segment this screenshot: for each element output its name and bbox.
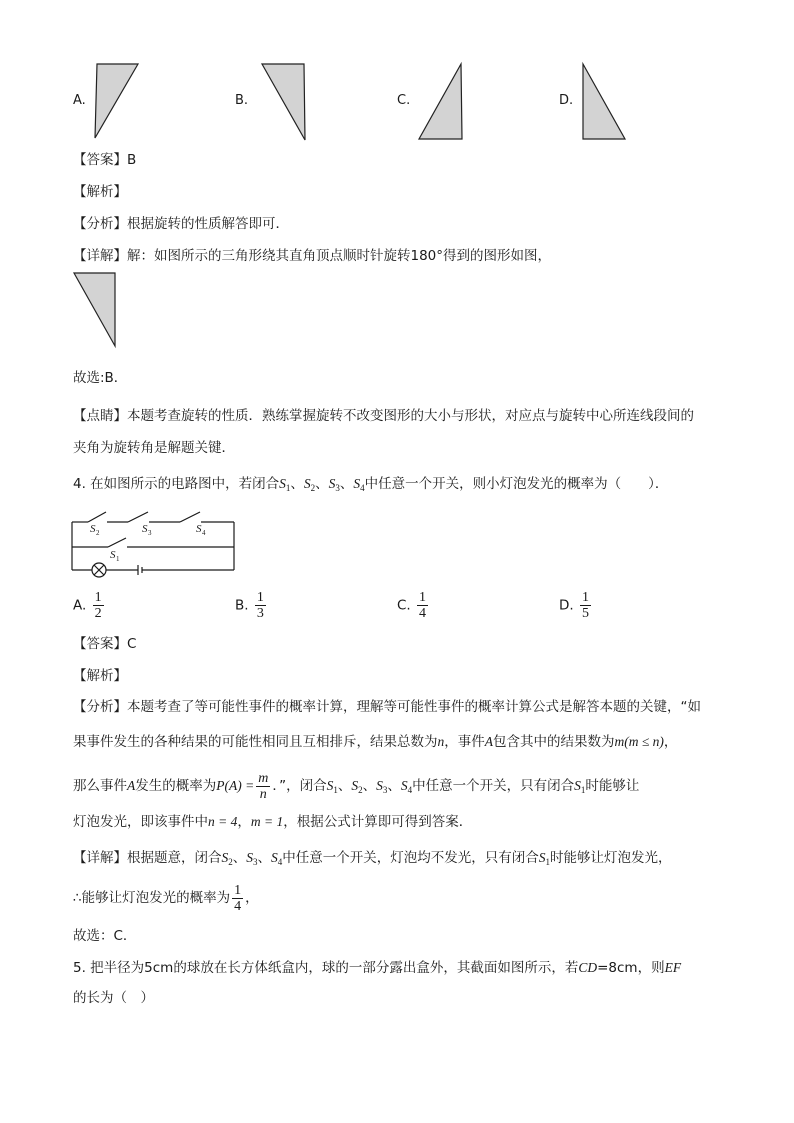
circuit-label-s2: S xyxy=(90,523,96,535)
q3-analysis-tag: 【解析】 xyxy=(73,184,127,200)
q3-choose: 故选:B． xyxy=(73,370,128,386)
fenxi-tag: 【分析】 xyxy=(73,216,127,232)
q3-option-a-triangle[interactable] xyxy=(94,62,140,140)
q3-detail xyxy=(73,246,551,266)
q4-fenxi-line1: 【分析】本题考查了等可能性事件的概率计算，理解等可能性事件的概率计算公式是解答本题的关键，“如 xyxy=(73,699,701,715)
q5-stem-line1: 5. 把半径为5cm的球放在长方体纸盒内，球的一部分露出盒外，其截面如图所示，若CD=8cm，则EF xyxy=(73,960,682,976)
q4-answer: 【答案】C xyxy=(73,636,137,652)
q4-analysis-tag: 【解析】 xyxy=(73,668,127,684)
q3-option-c-triangle[interactable] xyxy=(417,62,465,142)
q3-option-c-label[interactable]: C. xyxy=(397,93,411,108)
fenxi-text: 根据旋转的性质解答即可． xyxy=(127,216,289,232)
q3-option-d-triangle[interactable] xyxy=(580,62,628,142)
q4-option-c[interactable]: C. $\frac{1}{4}$ xyxy=(397,590,427,621)
q3-rotated-triangle-figure xyxy=(73,272,117,348)
q3-option-a-label[interactable]: A. xyxy=(73,93,86,108)
q3-comment-line2: 夹角为旋转角是解题关键． xyxy=(73,440,235,456)
svg-text:3: 3 xyxy=(148,529,152,537)
circuit-label-s4: S xyxy=(196,523,202,535)
q3-comment-line1 xyxy=(73,406,694,426)
q4-fenxi-line3: 那么事件A发生的概率为P(A) = $\frac{m}{n}$ ．”，闭合$S_1$、$S_2$、$S_3$、$S_4$中任意一个开关，只有闭合$S_1$时能够让 xyxy=(73,770,640,802)
comment-text: 本题考查旋转的性质．熟练掌握旋转不改变图形的大小与形状，对应点与旋转中心所连线段间的 xyxy=(127,408,694,424)
q3-option-b-triangle[interactable] xyxy=(260,62,308,142)
svg-text:4: 4 xyxy=(202,529,206,537)
detail-text: 解：如图所示的三角形绕其直角顶点顺时针旋转180°得到的图形如图， xyxy=(127,248,552,264)
circuit-label-s3: S xyxy=(142,523,148,535)
circuit-label-s1: S xyxy=(110,549,116,561)
q3-fenxi xyxy=(73,214,289,234)
q3-option-d-label[interactable]: D. xyxy=(559,93,574,108)
answer-value: C xyxy=(127,636,137,652)
q3-option-b-label[interactable]: B. xyxy=(235,93,249,108)
detail-tag: 【详解】 xyxy=(73,248,127,264)
q4-fenxi-line2: 果事件发生的各种结果的可能性相同且互相排斥，结果总数为n，事件A包含其中的结果数为m(m ≤ n)， xyxy=(73,734,678,750)
q4-option-a[interactable]: A. $\frac{1}{2}$ xyxy=(73,590,102,621)
answer-tag: 【答案】 xyxy=(73,152,127,168)
q4-choose: 故选：C． xyxy=(73,928,137,944)
svg-text:2: 2 xyxy=(96,529,100,537)
q4-option-d[interactable]: D. $\frac{1}{5}$ xyxy=(559,590,589,621)
comment-tag: 【点睛】 xyxy=(73,408,127,424)
svg-text:1: 1 xyxy=(116,555,120,563)
q3-answer xyxy=(73,150,136,170)
q4-stem: 4. 在如图所示的电路图中，若闭合$S_1$、$S_2$、$S_3$、$S_4$中任意一个开关，则小灯泡发光的概率为（ ）． xyxy=(73,476,669,493)
q4-option-b[interactable]: B. $\frac{1}{3}$ xyxy=(235,590,264,621)
answer-value: B xyxy=(127,152,137,168)
q4-detail-line1: 【详解】根据题意，闭合$S_2$、$S_3$、$S_4$中任意一个开关，灯泡均不发光，只有闭合$S_1$时能够让灯泡发光， xyxy=(73,850,672,867)
q5-stem-line2: 的长为（ ） xyxy=(73,990,154,1006)
q4-fenxi-line4: 灯泡发光，即该事件中n = 4，m = 1，根据公式计算即可得到答案． xyxy=(73,814,473,830)
q4-circuit-diagram xyxy=(70,508,238,578)
q4-detail-line2: ∴能够让灯泡发光的概率为 $\frac{1}{4}$ ， xyxy=(73,882,259,914)
